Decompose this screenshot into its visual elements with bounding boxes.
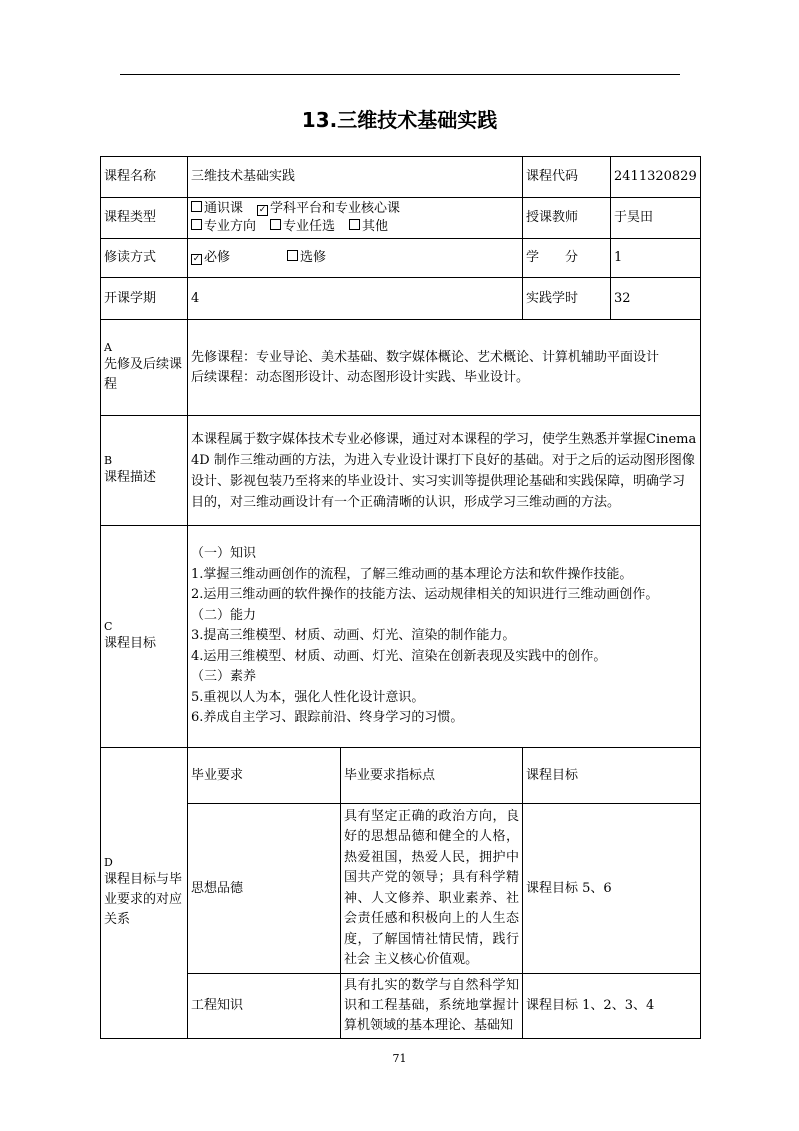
- indicator-cell: 具有坚定正确的政治方向，良好的思想品德和健全的人格，热爱祖国，热爱人民，拥护中国共产党的领导；具有科学精神、人文修养、职业素养、社会责任感和积极向上的人生态度，了解国情社情民情，践行社会 主义核心价值观。: [341, 804, 523, 974]
- section-b-content: [188, 416, 701, 526]
- option-elective[interactable]: 专业任选: [270, 218, 335, 236]
- checkbox-other[interactable]: [349, 219, 360, 230]
- header-goals: 课程目标: [523, 748, 701, 804]
- option-direction[interactable]: 专业方向: [191, 218, 256, 236]
- page-title: 13.三维技术基础实践: [301, 108, 498, 132]
- goals-cell: 课程目标 5、6: [523, 804, 701, 974]
- course-name-value: 三维技术基础实践: [188, 157, 523, 198]
- row-course-name: [101, 157, 701, 198]
- row-section-a: [101, 320, 701, 416]
- goal-line: 1.掌握三维动画创作的流程，了解三维动画的基本理论方法和软件操作技能。: [191, 566, 633, 582]
- row-section-c: [101, 526, 701, 748]
- teacher-label: 授课教师: [523, 198, 611, 239]
- section-b-label: [101, 416, 188, 526]
- section-d-letter: D: [104, 856, 113, 869]
- study-mode-options: [188, 239, 523, 278]
- goal-line: 2.运用三维动画的软件操作的技能方法、运动规律相关的知识进行三维动画创作。: [191, 587, 659, 603]
- checkbox-direction[interactable]: [191, 219, 202, 230]
- table-row: [101, 974, 701, 1039]
- requirement-cell: 工程知识: [188, 974, 341, 1039]
- section-b-title: 课程描述: [104, 469, 157, 485]
- credit-value: 1: [611, 239, 701, 278]
- option-core[interactable]: ✓ 学科平台和专业核心课: [258, 201, 401, 216]
- course-info-table: [100, 156, 701, 1039]
- goal-heading-literacy: （三）素养: [191, 669, 257, 685]
- section-a-content: [188, 320, 701, 416]
- credit-label: 学 分: [523, 239, 611, 278]
- goal-heading-knowledge: （一）知识: [191, 546, 257, 562]
- section-d-title: 课程目标与毕业要求的对应关系: [104, 872, 183, 927]
- semester-value: 4: [188, 278, 523, 320]
- course-code-value: 2411320829: [611, 157, 701, 198]
- course-type-options: [188, 198, 523, 239]
- option-general[interactable]: 通识课: [191, 200, 243, 218]
- page-number: 71: [392, 1052, 407, 1065]
- row-section-b: [101, 416, 701, 526]
- requirement-cell: 思想品德: [188, 804, 341, 974]
- header-requirement: 毕业要求: [188, 748, 341, 804]
- section-c-content: [188, 526, 701, 748]
- row-study-mode: [101, 239, 701, 278]
- section-c-label: [101, 526, 188, 748]
- practice-hours-label: 实践学时: [523, 278, 611, 320]
- checkbox-core[interactable]: ✓: [258, 205, 267, 215]
- option-other[interactable]: 其他: [349, 219, 388, 234]
- teacher-value: 于昊田: [611, 198, 701, 239]
- goal-line: 5.重视以人为本，强化人性化设计意识。: [191, 689, 425, 705]
- checkbox-optional[interactable]: [287, 250, 298, 261]
- study-mode-label: 修读方式: [101, 239, 188, 278]
- section-d-label: [101, 748, 188, 1039]
- section-a-letter: A: [104, 340, 112, 354]
- course-description: 本课程属于数字媒体技术专业必修课，通过对本课程的学习，使学生熟悉并掌握Cinema 4D 制作三维动画的方法，为进入专业设计课打下良好的基础。对于之后的运动图形图像设计、影视包装乃至将来的毕业设计、实习实训等提供理论基础和实践保障，明确学习目的，对三维动画设计有一个正确清晰的认识，形成学习三维动画的方法。: [191, 431, 697, 510]
- goal-line: 4.运用三维模型、材质、动画、灯光、渲染在创新表现及实践中的创作。: [191, 648, 607, 664]
- checkbox-required[interactable]: ✓: [192, 254, 201, 264]
- row-course-type: [101, 198, 701, 239]
- header-indicator: 毕业要求指标点: [341, 748, 523, 804]
- section-a-title: 先修及后续课程: [104, 356, 183, 392]
- section-b-letter: B: [104, 453, 113, 467]
- checkbox-elective[interactable]: [270, 219, 281, 230]
- course-type-label: 课程类型: [101, 198, 188, 239]
- prerequisite-line: 先修课程：专业导论、美术基础、数字媒体概论、艺术概论、计算机辅助平面设计: [191, 349, 660, 365]
- course-name-label: 课程名称: [101, 157, 188, 198]
- indicator-cell: 具有扎实的数学与自然科学知识和工程基础，系统地掌握计算机领域的基本理论、基础知: [341, 974, 523, 1039]
- table-row: [101, 804, 701, 974]
- checkbox-general[interactable]: [191, 201, 202, 212]
- semester-label: 开课学期: [101, 278, 188, 320]
- section-c-title: 课程目标: [104, 635, 157, 651]
- follow-up-line: 后续课程：动态图形设计、动态图形设计实践、毕业设计。: [191, 369, 530, 385]
- section-c-letter: C: [104, 619, 113, 633]
- goal-line: 6.养成自主学习、跟踪前沿、终身学习的习惯。: [191, 710, 464, 726]
- option-optional[interactable]: 选修: [287, 250, 326, 265]
- section-a-label: [101, 320, 188, 416]
- practice-hours-value: 32: [611, 278, 701, 320]
- goal-heading-ability: （二）能力: [191, 607, 257, 623]
- goals-cell: 课程目标 1、2、3、4: [523, 974, 701, 1039]
- goal-line: 3.提高三维模型、材质、动画、灯光、渲染的制作能力。: [191, 628, 516, 644]
- header-rule: [120, 74, 680, 75]
- option-required[interactable]: ✓ 必修: [192, 250, 231, 265]
- row-semester: [101, 278, 701, 320]
- course-code-label: 课程代码: [523, 157, 611, 198]
- row-section-d-header: [101, 748, 701, 804]
